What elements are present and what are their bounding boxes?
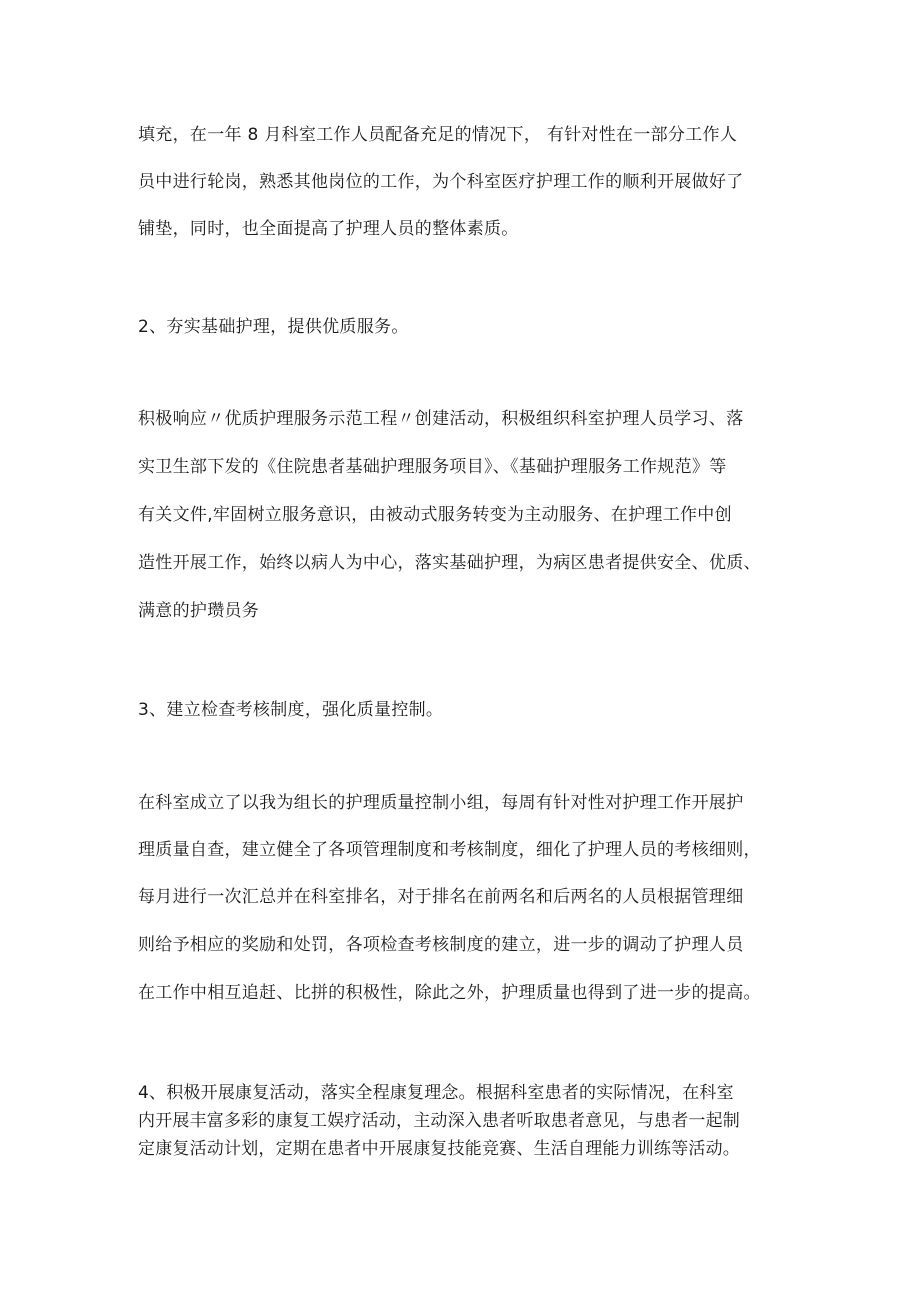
paragraph-1-line-2: 员中进行轮岗，熟悉其他岗位的工作，为个科室医疗护理工作的顺利开展做好了 — [138, 172, 744, 192]
paragraph-2-line-4: 造性开展工作，始终以病人为中心，落实基础护理，为病区患者提供安全、优质、 — [138, 553, 761, 573]
section-heading-2: 2、夯实基础护理，提供优质服务。 — [138, 317, 409, 337]
paragraph-3-line-1: 在科室成立了以我为组长的护理质量控制小组，每周有针对性对护理工作开展护 — [138, 793, 744, 813]
paragraph-3-line-4: 则给予相应的奖励和处罚，各项检查考核制度的建立，进一步的调动了护理人员 — [138, 935, 744, 955]
paragraph-3-line-5: 在工作中相互追赶、比拼的积极性，除此之外，护理质量也得到了进一步的提高。 — [138, 983, 761, 1003]
paragraph-1-line-3: 铺垫，同时，也全面提高了护理人员的整体素质。 — [138, 219, 519, 239]
paragraph-4-line-1: 4、积极开展康复活动，落实全程康复理念。根据科室患者的实际情况，在科室 — [138, 1083, 734, 1103]
paragraph-2-line-5: 满意的护瓒员务 — [138, 601, 260, 621]
paragraph-2-line-2: 实卫生部下发的《住院患者基础护理服务项目》、《基础护理服务工作规范》等 — [138, 457, 727, 477]
paragraph-3-line-3: 每月进行一次汇总并在科室排名，对于排名在前两名和后两名的人员根据管理细 — [138, 887, 744, 907]
paragraph-2-line-1: 积极响应〃优质护理服务示范工程〃创建活动，积极组织科室护理人员学习、落 — [138, 409, 744, 429]
paragraph-4-line-2: 内开展丰富多彩的康复工娱疗活动，主动深入患者听取患者意见，与患者一起制 — [138, 1111, 740, 1131]
paragraph-1-line-1: 填充，在一年 8 月科室工作人员配备充足的情况下， 有针对性在一部分工作人 — [138, 125, 738, 145]
paragraph-4-line-3: 定康复活动计划，定期在患者中开展康复技能竞赛、生活自理能力训练等活动。 — [138, 1139, 740, 1159]
paragraph-2-line-3: 有关文件,牢固树立服务意识，由被动式服务转变为主动服务、在护理工作中创 — [138, 505, 732, 525]
section-heading-3: 3、建立检查考核制度，强化质量控制。 — [138, 700, 444, 720]
paragraph-3-line-2: 理质量自查，建立健全了各项管理制度和考核制度，细化了护理人员的考核细则， — [138, 840, 761, 860]
